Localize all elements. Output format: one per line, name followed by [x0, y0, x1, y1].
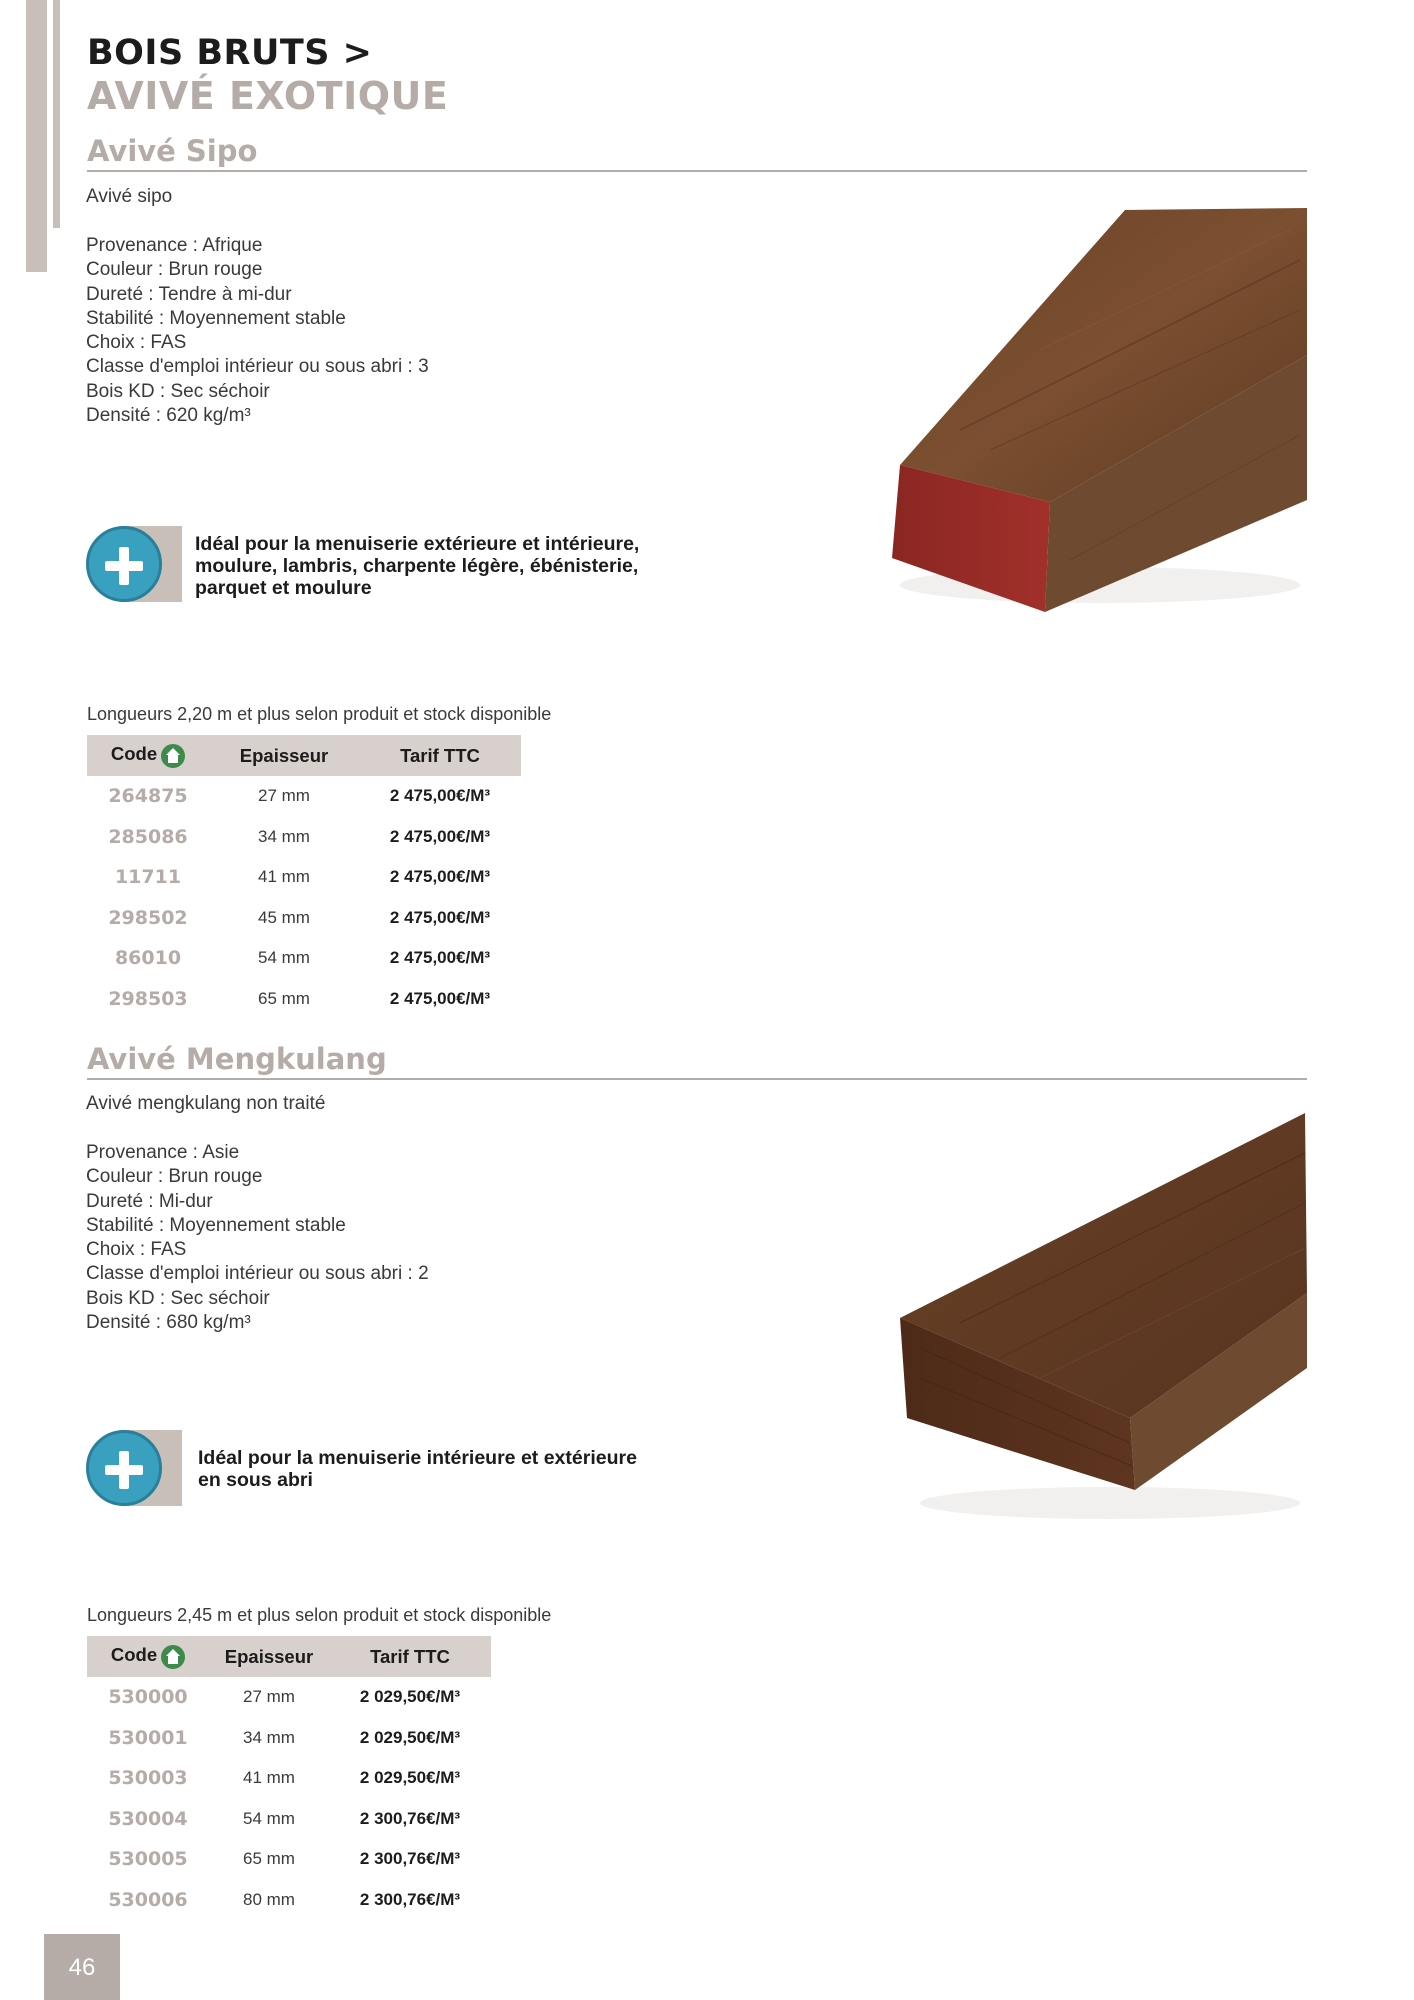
table-row: 264875 27 mm 2 475,00€/M³: [108, 785, 491, 808]
code-header: Code: [87, 735, 209, 776]
house-icon: [161, 1645, 185, 1669]
spec-line: Dureté : Tendre à mi-dur: [86, 283, 292, 305]
usage-note-sipo: Idéal pour la menuiserie extérieure et intérieure, moulure, lambris, charpente légère, ébénisterie, parquet et moulure: [195, 533, 640, 599]
section-rule: [87, 170, 1307, 172]
table-row: 298502 45 mm 2 475,00€/M³: [108, 906, 491, 929]
spec-line: Bois KD : Sec séchoir: [86, 380, 270, 402]
page-header: [87, 32, 448, 118]
section-rule: [87, 1078, 1307, 1080]
spec-line: Densité : 620 kg/m³: [86, 405, 251, 427]
spec-line: Choix : FAS: [86, 332, 187, 354]
product-title-sipo: Avivé Sipo: [87, 134, 258, 168]
plus-icon: [86, 1430, 182, 1506]
price-table-sipo: [87, 735, 521, 1019]
table-row: 530005 65 mm 2 300,76€/M³: [108, 1848, 461, 1871]
table-row: 86010 54 mm 2 475,00€/M³: [114, 947, 491, 970]
spec-line: Dureté : Mi-dur: [86, 1190, 213, 1212]
spec-line: Classe d'emploi intérieur ou sous abri : 2: [86, 1263, 429, 1285]
page-number: 46: [68, 1954, 96, 1981]
tarif-header: Tarif TTC: [329, 1636, 491, 1677]
spec-line: Densité : 680 kg/m³: [86, 1312, 251, 1334]
usage-note-mengkulang: Idéal pour la menuiserie intérieure et extérieure en sous abri: [198, 1447, 637, 1491]
product-title-mengkulang: Avivé Mengkulang: [87, 1042, 387, 1076]
table-row: 530001 34 mm 2 029,50€/M³: [108, 1726, 461, 1749]
spec-line: Stabilité : Moyennement stable: [86, 1214, 346, 1236]
spec-line: Bois KD : Sec séchoir: [86, 1287, 270, 1309]
table-row: 530004 54 mm 2 300,76€/M³: [108, 1807, 461, 1830]
category-title: BOIS BRUTS >: [87, 33, 373, 73]
code-header: Code: [87, 1636, 209, 1677]
page-number-box: [44, 1934, 120, 2000]
epaisseur-header: Epaisseur: [209, 735, 359, 776]
spec-line: Classe d'emploi intérieur ou sous abri : 3: [86, 356, 429, 378]
product-specs-mengkulang: [86, 1141, 429, 1335]
table-header-row: [87, 735, 521, 776]
tarif-header: Tarif TTC: [359, 735, 521, 776]
product-image-mengkulang: [880, 1108, 1310, 1528]
product-subtitle-mengkulang: Avivé mengkulang non traité: [86, 1093, 326, 1114]
lengths-note-mengkulang: Longueurs 2,45 m et plus selon produit et stock disponible: [87, 1605, 552, 1625]
house-icon: [161, 744, 185, 768]
spec-line: Provenance : Asie: [86, 1142, 240, 1163]
product-subtitle-sipo: Avivé sipo: [86, 186, 173, 207]
spec-line: Provenance : Afrique: [86, 235, 263, 256]
table-row: 298503 65 mm 2 475,00€/M³: [108, 987, 491, 1010]
spec-line: Choix : FAS: [86, 1239, 187, 1261]
table-row: 530006 80 mm 2 300,76€/M³: [108, 1888, 461, 1911]
table-row: 11711 41 mm 2 475,00€/M³: [114, 866, 491, 889]
lengths-note-sipo: Longueurs 2,20 m et plus selon produit et stock disponible: [87, 704, 552, 724]
product-specs-sipo: [86, 234, 429, 428]
plus-icon: [86, 526, 182, 602]
decorative-bar: [26, 0, 47, 272]
spec-line: Couleur : Brun rouge: [86, 1166, 263, 1188]
subcategory-title: AVIVÉ EXOTIQUE: [87, 74, 449, 118]
epaisseur-header: Epaisseur: [209, 1636, 329, 1677]
table-row: 530000 27 mm 2 029,50€/M³: [108, 1686, 461, 1709]
spec-line: Couleur : Brun rouge: [86, 259, 263, 281]
product-image-sipo: [870, 200, 1310, 620]
table-row: 530003 41 mm 2 029,50€/M³: [108, 1767, 461, 1790]
spec-line: Stabilité : Moyennement stable: [86, 307, 346, 329]
price-table-mengkulang: [87, 1636, 491, 1920]
table-header-row: [87, 1636, 491, 1677]
decorative-bar-thin: [53, 0, 60, 228]
table-row: 285086 34 mm 2 475,00€/M³: [108, 825, 491, 848]
